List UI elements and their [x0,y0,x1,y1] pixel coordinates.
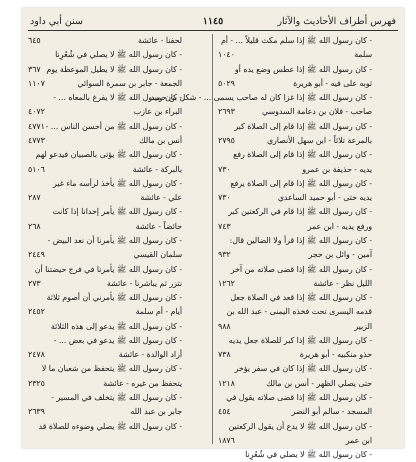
index-entry-line [28,249,208,262]
hadith-number: ٤٧٧١ [28,121,45,131]
entry-text: - كان رسول الله ﷺ يأمرنا في فرج حيضتنا أن [34,264,182,274]
entry-text: الليل نظر - عائشة [313,278,372,288]
entry-text: - كان رسول الله ﷺ يأخذ لرأسه ماء غير [53,178,182,188]
hadith-number: ٢٣٢٥ [28,378,45,388]
index-entry-line [28,64,208,77]
entry-text: ثوبه على فيه - أبو هريرة [293,78,372,88]
entry-text: علي - عائشة [140,193,182,203]
index-entry-line [218,164,398,177]
hadith-number: ٤٧٧٣ [28,135,45,145]
hadith-number: ٢٨٧ [28,193,41,203]
hadith-number: ٧٣٨ [218,350,231,360]
entry-text: - كان رسول الله ﷺ إذا قام إلى الصلاة يرفع [230,178,372,188]
index-entry-line [218,349,398,362]
entry-text: - كان رسول الله ﷺ يتخلف في المسير - [51,393,182,403]
entry-text: - كان رسول الله ﷺ يدعو إلى هذه الثلاثة [50,321,182,331]
entry-text: - كان رسول الله ﷺ يدعو في بعض ... - [53,335,182,345]
index-entry-line [28,178,208,191]
entry-text: بالبركة - عائشة [132,164,182,174]
entry-text: سلمان القيسي [133,250,182,260]
entry-text: البراء بن عازب [133,107,182,117]
entry-text: سلمة [354,50,372,60]
hadith-number: ١١٠٧ [28,78,45,88]
index-entry-line [218,235,398,248]
book-page [22,8,404,460]
entry-text: - كان رسول الله ﷺ إذا قضى صلاته من آخر [230,264,372,274]
entry-text: - كان رسول الله ﷺ إذا عطس وضع يده أو [234,64,372,74]
index-entry-line [28,121,208,134]
hadith-number: ١٠٤٠ [218,50,235,60]
index-entry-line [28,192,208,205]
header-section-title: فهرس أطراف الأحاديث والآثار [277,16,396,27]
entry-text: - كان رسول الله ﷺ يؤتى بالصبيان فيدعو لهم [35,150,182,160]
index-entry-line [218,363,398,376]
index-entry-line [28,149,208,162]
entry-text: يديه - حذيفة بن عمرو [302,164,372,174]
hadith-number: ٩٣٢ [218,250,231,260]
index-entry-line [218,449,398,462]
index-entry-line [150,92,398,105]
index-entry-line [218,406,398,419]
entry-text: آمين - وائل بن حجر [308,250,372,260]
index-entry-line [28,421,208,434]
hadith-number: ٣٦٧ [28,64,41,74]
index-entry-line [218,392,398,405]
entry-text: - كان رسول الله ﷺ يأمرني أن أصوم ثلاثة [46,293,182,303]
entry-text: - كان رسول الله ﷺ يتحفظ من شعبان ما لا [41,364,182,374]
index-entry-line [28,378,208,391]
index-entry-line [218,49,398,62]
hadith-number: ٧٤٣ [218,221,231,231]
hadith-number: ٧٣٠ [218,193,231,203]
entry-text: أراد الوالدة - عائشة [118,350,182,360]
hadith-number: ٩٨٨ [218,321,231,331]
index-entry-line [218,206,398,219]
entry-text: أنس بن مالك [139,135,182,145]
index-entry-line [28,35,208,48]
index-entry-line [28,92,208,105]
entry-text: - كان رسول الله ﷺ يصلي وضوءه للصلاة قد [38,421,182,431]
hadith-number: ٢٤٥٢ [28,307,45,317]
entry-text: - كان رسول الله ﷺ إذا قام إلى الصلاة رفع [233,150,372,160]
entry-text: - كان رسول الله ﷺ يأمر إحدانا إذا كانت [52,207,182,217]
index-entry-line [218,135,398,148]
entry-text: المسجد - سالم أبو النضر [291,407,372,417]
entry-text: - كان رسول الله ﷺ لا يصلي في شُعُرِنا [55,50,182,60]
index-entry-line [28,106,208,119]
index-entry-line [28,406,208,419]
index-entry-line [218,278,398,291]
index-entry-line [218,321,398,334]
index-entry-line [218,264,398,277]
entry-text: - كان رسول الله ﷺ إذا قرأ ولا الضالين قال: [229,235,372,245]
entry-text: جابر بن عبد الله [130,407,182,417]
index-entry-line [218,249,398,262]
entry-text: ابن عمر [345,435,372,445]
entry-text: قدمه اليسرى تحت فخذه اليمنى - عبد الله بن [226,307,372,317]
index-entry-line [28,349,208,362]
hadith-number: ٦٤٥ [28,36,41,45]
entry-text: حذو منكبيه - أبو هريرة [299,350,372,360]
entry-text: - كان رسول الله ﷺ يأمرنا أن نعد البيض - [47,235,182,245]
index-entry-line [28,363,208,376]
entry-text: حتى يصلي الظهر - أنس بن مالك [266,378,372,388]
hadith-number: ٢٦٨ [28,221,41,231]
header-rule [28,30,398,31]
entry-text: حائضاً - عائشة [135,221,182,231]
entry-text: - كان رسول الله ﷺ إذا قام في الركعتين كبر [228,207,372,217]
index-entry-line [218,106,398,119]
entry-text: بالمرعة تلاثاً - ابن سهل الأنصاري [266,135,372,145]
index-entry-line [28,335,208,348]
index-entry-line [218,292,398,305]
hadith-number: ٢٧٩٥ [218,135,235,145]
index-column-left [28,35,208,433]
hadith-number: ١٢٦٢ [218,278,235,288]
index-entry-line [218,192,398,205]
hadith-number: ٢٦٣٩ [28,407,45,417]
index-entry-line [28,164,208,177]
hadith-number: ٢٤٧٨ [28,350,45,360]
entry-text: صاحب - فلان بن دعامة السدوسي [262,107,372,117]
index-entry-line [218,149,398,162]
hadith-number: ٢٧٣ [28,278,41,288]
entry-text: - كان رسول الله ﷺ لا يطيل الموعظة يوم [46,64,182,74]
index-entry-line [218,421,398,434]
entry-text: - كان رسول الله ﷺ من أحسن الناس ... - [45,121,182,131]
index-entry-line [218,64,398,77]
hadith-number: ٤٥٤ [218,407,231,417]
index-entry-line [218,335,398,348]
entry-text: - كان رسول الله ﷺ إذا غزا كان له صاحب يسمى ... - شكل بن حميد [150,93,372,103]
entry-text: - كان رسول الله ﷺ إذا قعد في الصلاة جعل [230,293,372,303]
entry-text: - كان رسول الله ﷺ إذا كبر للصلاة جعل يديه [228,335,372,345]
index-entry-line [28,235,208,248]
hadith-number: ١٨٧٦ [218,435,235,445]
index-entry-line [218,35,398,48]
entry-text: - كان رسول الله ﷺ إذا كان في سفر يؤخر [234,364,372,374]
page-header [28,14,398,30]
hadith-number: ٢٤٤٩ [28,250,45,260]
header-book-title: سنن أبي داود [30,16,83,27]
index-entry-line [218,306,398,319]
index-entry-line [28,78,208,91]
index-entry-line [218,178,398,191]
entry-text: - كان رسول الله ﷺ إذا قضى صلاته يقول في [226,393,372,403]
entry-text: يتحفظ من غيره - عائشة [103,378,182,388]
page-number: ١١٤٥ [202,16,224,27]
entry-text: الزبير [354,321,372,331]
entry-text: نتزر ثم يباشرنا - عائشة [106,278,182,288]
entry-text: ورفع يديه - ابن عمر [307,221,372,231]
index-entry-line [218,435,398,448]
index-entry-line [218,378,398,391]
index-entry-line [218,78,398,91]
hadith-number: ١٢١٨ [218,378,235,388]
index-entry-line [28,264,208,277]
entry-text: - كان رسول الله ﷺ لا يدع أن يقول الركعتين [228,421,372,431]
entry-text: - كان رسول الله ﷺ لا يصلي في شُعُرِنا [245,450,372,460]
hadith-number: ٧٣٠ [218,164,231,174]
entry-text: أيام - أم سلمة [135,307,182,317]
entry-text: لحفنا - عائشة [137,36,182,45]
index-entry-line [218,221,398,234]
index-entry-line [28,221,208,234]
index-entry-line [28,278,208,291]
index-entry-line [28,135,208,148]
hadith-number: ٤٠٧٢ [28,107,45,117]
hadith-number: ٥١٠٦ [28,164,45,174]
entry-text: يديه حتى - أبو حميد الساعدي [277,193,372,203]
index-entry-line [28,206,208,219]
hadith-number: ٢٦٩٣ [218,107,235,117]
index-entry-line [28,306,208,319]
index-entry-line [218,121,398,134]
index-entry-line [28,292,208,305]
hadith-number: ٥٠٢٩ [218,78,235,88]
index-entry-line [28,321,208,334]
entry-text: - كان رسول الله ﷺ لا يفرغ بالمعاه ... - [53,93,182,103]
entry-text: الجمعة - جابر بن سمرة السوائي [77,78,182,88]
index-entry-line [28,392,208,405]
index-entry-line [28,49,208,62]
entry-text: - كان رسول الله ﷺ إذا سلم مكث قليلاً ... - أم [220,36,372,45]
entry-text: - كان رسول الله ﷺ إذا قام إلى الصلاة كبر [234,121,372,131]
